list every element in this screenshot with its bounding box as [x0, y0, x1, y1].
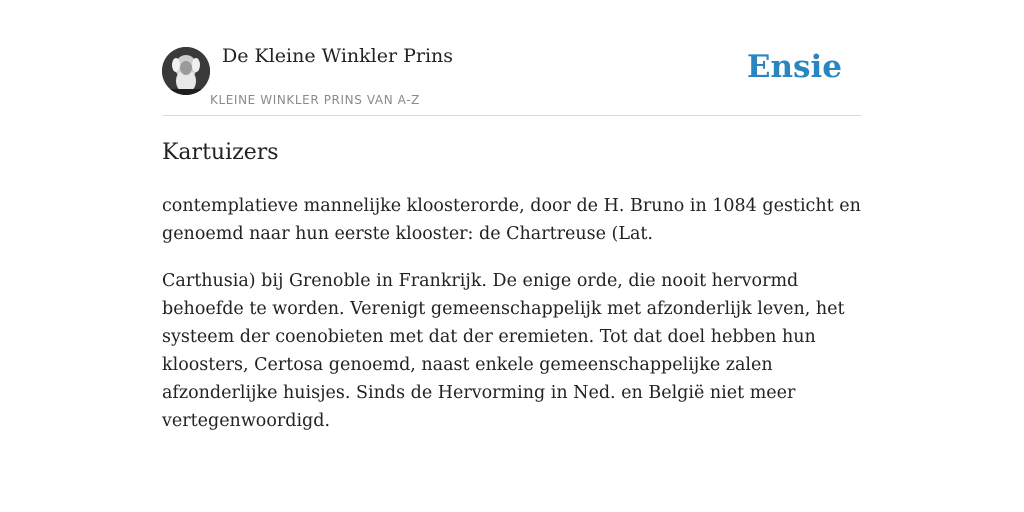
entry-title: Kartuizers [162, 140, 279, 165]
book-subtitle[interactable]: KLEINE WINKLER PRINS VAN A-Z [210, 93, 420, 107]
entry-paragraph: Carthusia) bij Grenoble in Frankrijk. De enige orde, die nooit hervormd behoefde te worden. Verenigt gemeenschappelijk met afzonderlijk leven, het systeem der coenobieten met dat der eremieten. Tot dat doel hebben hun kloosters, Certosa genoemd, naast enkele gemeenschappelijke zalen afzonderlijke huisjes. Sinds de Hervorming in Ned. en België niet meer vertegenwoordigd. [162, 271, 845, 431]
content-container [162, 0, 862, 431]
author-avatar[interactable] [162, 47, 210, 95]
author-portrait-icon [162, 47, 210, 95]
entry-paragraph: contemplatieve mannelijke kloosterorde, door de H. Bruno in 1084 gesticht en genoemd naar hun eerste klooster: de Chartreuse (Lat. [162, 196, 861, 244]
book-title[interactable]: De Kleine Winkler Prins [222, 45, 454, 67]
header [162, 0, 862, 116]
brand-logo[interactable]: Ensie [746, 49, 842, 85]
